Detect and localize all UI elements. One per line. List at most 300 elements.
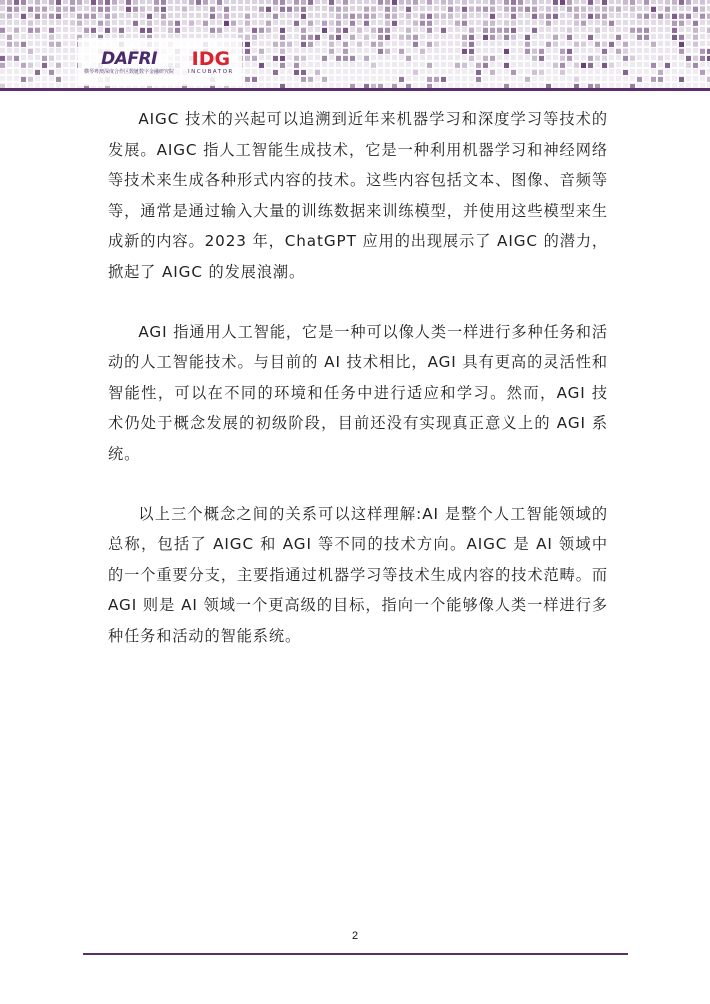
header-tile <box>147 21 152 26</box>
header-tile <box>434 77 439 82</box>
header-tile <box>441 0 446 5</box>
header-tile <box>294 63 299 68</box>
header-tile <box>63 7 68 12</box>
header-tile <box>448 0 453 5</box>
header-tile <box>294 56 299 61</box>
header-tile <box>406 35 411 40</box>
header-tile <box>147 28 152 33</box>
header-tile <box>126 0 131 5</box>
header-tile <box>602 7 607 12</box>
header-tile <box>350 14 355 19</box>
header-tile <box>567 56 572 61</box>
header-tile <box>665 63 670 68</box>
header-tile <box>616 35 621 40</box>
header-tile <box>546 42 551 47</box>
header-tile <box>581 21 586 26</box>
header-tile <box>14 28 19 33</box>
footer-divider <box>83 953 628 955</box>
header-tile <box>539 49 544 54</box>
header-tile <box>56 42 61 47</box>
header-tile <box>343 7 348 12</box>
header-tile <box>98 7 103 12</box>
header-tile <box>336 56 341 61</box>
header-tile <box>609 63 614 68</box>
header-tile <box>700 14 705 19</box>
header-tile <box>294 7 299 12</box>
header-tile <box>497 28 502 33</box>
header-tile <box>77 14 82 19</box>
header-tile <box>259 28 264 33</box>
header-tile <box>56 7 61 12</box>
header-tile <box>308 42 313 47</box>
header-tile <box>483 21 488 26</box>
header-tile <box>427 42 432 47</box>
header-tile <box>350 35 355 40</box>
header-tile <box>203 0 208 5</box>
header-tile <box>574 42 579 47</box>
header-tile <box>140 7 145 12</box>
header-tile <box>91 0 96 5</box>
header-tile <box>189 21 194 26</box>
header-tile <box>56 0 61 5</box>
idg-logo-subtitle: INCUBATOR <box>188 69 234 76</box>
header-tile <box>546 21 551 26</box>
header-tile <box>343 49 348 54</box>
idg-logo <box>188 50 234 76</box>
header-tile <box>294 70 299 75</box>
header-tile <box>231 21 236 26</box>
header-tile <box>483 35 488 40</box>
header-tile <box>511 21 516 26</box>
header-tile <box>273 14 278 19</box>
header-tile <box>455 63 460 68</box>
header-tile <box>245 77 250 82</box>
header-tile <box>609 42 614 47</box>
header-tile <box>504 35 509 40</box>
header-tile <box>336 35 341 40</box>
header-tile <box>245 49 250 54</box>
header-tile <box>28 63 33 68</box>
paragraph-relationship: 以上三个概念之间的关系可以这样理解:AI 是整个人工智能领域的总称，包括了 AIGC 和 AGI 等不同的技术方向。AIGC 是 AI 领域中的一个重要分支，主要指通过机器学习等技术生成内容的技术范畴。而 AGI 则是 AI 领域一个更高级的目标，指向一个能够像人类一样进行多种任务和活动的智能系统。 <box>108 504 608 645</box>
header-tile <box>553 35 558 40</box>
header-tile <box>553 42 558 47</box>
header-tile <box>336 21 341 26</box>
header-tile <box>371 7 376 12</box>
header-tile <box>574 77 579 82</box>
header-tile <box>378 49 383 54</box>
header-tile <box>644 14 649 19</box>
header-tile <box>679 21 684 26</box>
header-tile <box>70 21 75 26</box>
header-tile <box>28 21 33 26</box>
header-tile <box>91 7 96 12</box>
header-tile <box>665 14 670 19</box>
header-tile <box>693 7 698 12</box>
header-tile <box>175 21 180 26</box>
header-tile <box>7 0 12 5</box>
header-tile <box>532 70 537 75</box>
header-tile <box>672 14 677 19</box>
header-tile <box>252 35 257 40</box>
header-tile <box>672 28 677 33</box>
header-tile <box>70 7 75 12</box>
header-tile <box>301 56 306 61</box>
header-tile <box>154 0 159 5</box>
header-tile <box>420 14 425 19</box>
header-tile <box>511 70 516 75</box>
header-tile <box>630 0 635 5</box>
header-tile <box>602 14 607 19</box>
header-tile <box>308 77 313 82</box>
header-tile <box>693 63 698 68</box>
header-tile <box>427 28 432 33</box>
header-tile <box>413 70 418 75</box>
header-tile <box>343 56 348 61</box>
header-tile <box>441 14 446 19</box>
header-tile <box>574 7 579 12</box>
header-tile <box>553 63 558 68</box>
header-tile <box>364 14 369 19</box>
header-tile <box>406 56 411 61</box>
header-tile <box>280 0 285 5</box>
header-tile <box>490 70 495 75</box>
header-tile <box>679 49 684 54</box>
header-tile <box>371 28 376 33</box>
header-tile <box>490 21 495 26</box>
header-tile <box>399 0 404 5</box>
header-tile <box>637 77 642 82</box>
header-tile <box>679 14 684 19</box>
header-tile <box>581 63 586 68</box>
header-tile <box>504 0 509 5</box>
header-tile <box>140 28 145 33</box>
header-tile <box>539 56 544 61</box>
header-tile <box>105 14 110 19</box>
header-tile <box>280 63 285 68</box>
header-tile <box>532 28 537 33</box>
header-tile <box>168 28 173 33</box>
header-tile <box>497 35 502 40</box>
header-tile <box>651 14 656 19</box>
header-tile <box>427 0 432 5</box>
header-tile <box>679 35 684 40</box>
header-tile <box>301 77 306 82</box>
header-tile <box>406 7 411 12</box>
header-tile <box>392 14 397 19</box>
header-tile <box>7 42 12 47</box>
header-tile <box>700 49 705 54</box>
header-tile <box>287 42 292 47</box>
header-tile <box>490 7 495 12</box>
header-tile <box>700 56 705 61</box>
document-body <box>108 104 608 681</box>
header-tile <box>35 28 40 33</box>
header-tile <box>637 14 642 19</box>
header-tile <box>406 28 411 33</box>
logo-group <box>78 38 242 86</box>
header-tile <box>504 21 509 26</box>
header-tile <box>161 0 166 5</box>
header-tile <box>693 56 698 61</box>
header-tile <box>455 21 460 26</box>
header-tile <box>21 77 26 82</box>
header-tile <box>560 49 565 54</box>
header-tile <box>7 35 12 40</box>
header-tile <box>21 14 26 19</box>
header-tile <box>420 21 425 26</box>
header-tile <box>133 21 138 26</box>
header-tile <box>532 14 537 19</box>
header-tile <box>0 0 5 5</box>
header-tile <box>280 7 285 12</box>
header-tile <box>105 28 110 33</box>
header-tile <box>154 7 159 12</box>
header-tile <box>413 42 418 47</box>
header-tile <box>511 14 516 19</box>
header-tile <box>77 0 82 5</box>
header-tile <box>469 49 474 54</box>
header-tile <box>14 0 19 5</box>
header-tile <box>623 0 628 5</box>
header-tile <box>84 14 89 19</box>
header-tile <box>413 0 418 5</box>
header-tile <box>483 56 488 61</box>
header-tile <box>658 70 663 75</box>
header-tile <box>371 14 376 19</box>
header-tile <box>315 35 320 40</box>
header-tile <box>651 77 656 82</box>
header-tile <box>350 56 355 61</box>
header-tile <box>210 7 215 12</box>
header-tile <box>483 28 488 33</box>
header-tile <box>49 56 54 61</box>
header-tile <box>119 28 124 33</box>
header-tile <box>245 21 250 26</box>
header-tile <box>462 21 467 26</box>
header-tile <box>448 14 453 19</box>
header-tile <box>672 21 677 26</box>
header-tile <box>462 14 467 19</box>
header-tile <box>56 14 61 19</box>
header-tile <box>504 63 509 68</box>
header-tile <box>49 14 54 19</box>
header-tile <box>469 56 474 61</box>
header-tile <box>217 0 222 5</box>
header-tile <box>322 21 327 26</box>
header-tile <box>210 14 215 19</box>
header-tile <box>28 7 33 12</box>
header-tile <box>343 0 348 5</box>
header-tile <box>42 63 47 68</box>
header-tile <box>203 21 208 26</box>
header-tile <box>560 70 565 75</box>
header-tile <box>567 49 572 54</box>
header-tile <box>644 0 649 5</box>
header-tile <box>14 42 19 47</box>
header-tile <box>49 42 54 47</box>
header-tile <box>301 70 306 75</box>
header-tile <box>35 70 40 75</box>
header-tile <box>308 35 313 40</box>
paragraph-agi: AGI 指通用人工智能，它是一种可以像人类一样进行多种任务和活动的人工智能技术。与目前的 AI 技术相比，AGI 具有更高的灵活性和智能性，可以在不同的环境和任务中进行适应和学习。然而，AGI 技术仍处于概念发展的初级阶段，目前还没有实现真正意义上的 AGI 系统。 <box>108 322 608 463</box>
header-tile <box>525 7 530 12</box>
header-tile <box>588 7 593 12</box>
header-tile <box>161 21 166 26</box>
header-tile <box>630 7 635 12</box>
header-tile <box>553 0 558 5</box>
header-tile <box>266 7 271 12</box>
header-tile <box>637 28 642 33</box>
header-tile <box>70 0 75 5</box>
header-tile <box>329 7 334 12</box>
header-tile <box>385 28 390 33</box>
header-tile <box>371 42 376 47</box>
header-tile <box>385 21 390 26</box>
header-tile <box>21 63 26 68</box>
header-tile <box>14 7 19 12</box>
header-tile <box>308 21 313 26</box>
header-tile <box>581 42 586 47</box>
header-tile <box>518 7 523 12</box>
header-tile <box>567 7 572 12</box>
header-tile <box>616 49 621 54</box>
header-tile <box>364 21 369 26</box>
header-tile <box>483 63 488 68</box>
header-tile <box>399 77 404 82</box>
header-tile <box>504 49 509 54</box>
header-tile <box>0 63 5 68</box>
header-tile <box>602 63 607 68</box>
header-tile <box>693 35 698 40</box>
header-tile <box>98 0 103 5</box>
header-tile <box>287 7 292 12</box>
header-tile <box>469 28 474 33</box>
header-tile <box>567 28 572 33</box>
header-tile <box>693 21 698 26</box>
header-tile <box>651 42 656 47</box>
header-tile <box>182 7 187 12</box>
header-tile <box>490 35 495 40</box>
header-tile <box>301 35 306 40</box>
header-tile <box>476 63 481 68</box>
header-tile <box>630 28 635 33</box>
header-tile <box>469 7 474 12</box>
header-tile <box>406 0 411 5</box>
header-tile <box>560 63 565 68</box>
header-tile <box>91 28 96 33</box>
header-tile <box>693 42 698 47</box>
header-tile <box>105 7 110 12</box>
header-tile <box>385 35 390 40</box>
header-tile <box>602 56 607 61</box>
header-tile <box>651 63 656 68</box>
header-tile <box>602 49 607 54</box>
header-tile <box>595 14 600 19</box>
header-tile <box>161 14 166 19</box>
header-tile <box>56 63 61 68</box>
header-tile <box>553 14 558 19</box>
header-tile <box>581 7 586 12</box>
header-tile <box>574 63 579 68</box>
header-tile <box>84 28 89 33</box>
header-tile <box>574 21 579 26</box>
header-tile <box>462 49 467 54</box>
header-tile <box>658 14 663 19</box>
header-tile <box>175 28 180 33</box>
header-tile <box>686 63 691 68</box>
header-tile <box>301 7 306 12</box>
header-tile <box>385 0 390 5</box>
header-tile <box>532 56 537 61</box>
header-tile <box>112 28 117 33</box>
header-tile <box>595 7 600 12</box>
header-tile <box>21 0 26 5</box>
header-tile <box>273 0 278 5</box>
header-tile <box>455 7 460 12</box>
header-tile <box>28 28 33 33</box>
header-tile <box>392 7 397 12</box>
header-tile <box>329 21 334 26</box>
header-tile <box>399 49 404 54</box>
header-tile <box>518 0 523 5</box>
header-tile <box>105 21 110 26</box>
header-tile <box>574 14 579 19</box>
header-tile <box>476 77 481 82</box>
header-tile <box>378 0 383 5</box>
header-tile <box>329 0 334 5</box>
header-tile <box>602 0 607 5</box>
header-tile <box>35 14 40 19</box>
header-tile <box>35 0 40 5</box>
header-tile <box>0 56 5 61</box>
header-tile <box>427 77 432 82</box>
header-tile <box>273 56 278 61</box>
dafri-logo-mark: DAFRI <box>101 49 157 69</box>
header-tile <box>280 35 285 40</box>
header-tile <box>679 42 684 47</box>
header-tile <box>406 14 411 19</box>
header-tile <box>35 7 40 12</box>
header-tile <box>679 0 684 5</box>
header-tile <box>266 28 271 33</box>
header-tile <box>588 56 593 61</box>
header-tile <box>686 0 691 5</box>
header-divider <box>0 88 710 91</box>
header-tile <box>322 77 327 82</box>
header-tile <box>637 35 642 40</box>
header-tile <box>490 14 495 19</box>
header-tile <box>700 0 705 5</box>
header-tile <box>49 70 54 75</box>
header-tile <box>546 14 551 19</box>
header-tile <box>462 7 467 12</box>
header-tile <box>462 63 467 68</box>
header-tile <box>28 77 33 82</box>
header-tile <box>350 21 355 26</box>
header-tile <box>525 49 530 54</box>
header-tile <box>245 56 250 61</box>
header-tile <box>49 35 54 40</box>
header-tile <box>385 14 390 19</box>
header-tile <box>476 70 481 75</box>
header-tile <box>602 42 607 47</box>
header-tile <box>273 70 278 75</box>
header-tile <box>595 42 600 47</box>
header-tile <box>217 14 222 19</box>
header-tile <box>623 42 628 47</box>
header-tile <box>42 7 47 12</box>
header-tile <box>427 63 432 68</box>
